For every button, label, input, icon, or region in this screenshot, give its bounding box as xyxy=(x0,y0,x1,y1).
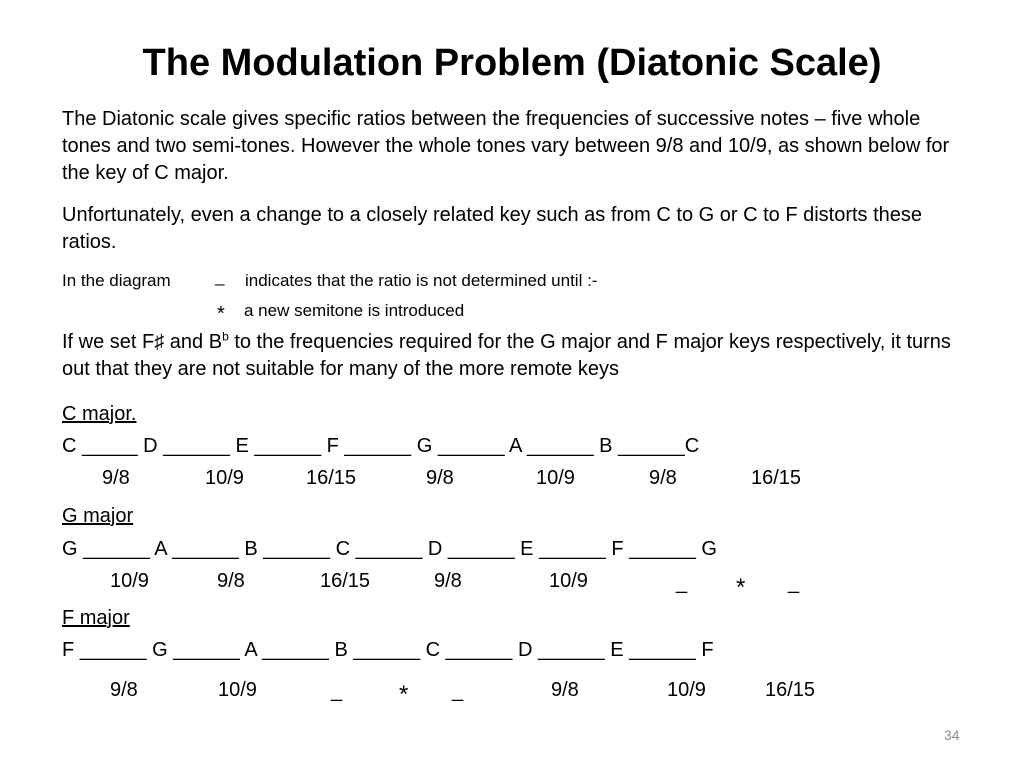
legend-intro: In the diagram xyxy=(62,271,171,290)
f-major-ratio: 9/8 xyxy=(551,679,579,701)
g-major-ratio: _ xyxy=(676,572,688,594)
g-major-notes: G ______ A ______ B ______ C ______ D ______ E ______ F ______ G xyxy=(62,538,717,560)
g-major-heading: G major xyxy=(62,505,134,527)
f-major-notes: F ______ G ______ A ______ B ______ C ______ D ______ E ______ F xyxy=(62,639,714,661)
page-number: 34 xyxy=(944,727,960,743)
flat-superscript: b xyxy=(222,329,229,344)
remote-keys-text-a: If we set F♯ and B xyxy=(62,331,223,353)
g-major-ratio: 16/15 xyxy=(320,570,371,592)
paragraph-remote-keys xyxy=(62,329,962,383)
g-major-ratio: 9/8 xyxy=(434,570,462,592)
f-major-ratio: * xyxy=(399,681,409,708)
c-major-ratio: 9/8 xyxy=(426,467,454,489)
f-major-ratio: _ xyxy=(331,680,343,702)
f-major-ratio: _ xyxy=(452,680,464,702)
c-major-ratio: 9/8 xyxy=(649,467,677,489)
remote-keys-text-b: to the frequencies required for the G major and F major keys respectively, it turns out that they are not suitable for many of the more remote keys xyxy=(62,331,951,380)
paragraph-distortion: Unfortunately, even a change to a closely related key such as from C to G or C to F distorts these ratios. xyxy=(62,204,923,253)
legend-underscore-text: indicates that the ratio is not determined until :- xyxy=(245,271,598,290)
f-major-heading: F major xyxy=(62,607,130,629)
f-major-ratio: 16/15 xyxy=(765,679,816,701)
legend-star-text: a new semitone is introduced xyxy=(244,301,465,320)
g-major-ratio: * xyxy=(736,574,746,601)
g-major-ratio: _ xyxy=(788,572,800,594)
f-major-ratio: 10/9 xyxy=(667,679,706,701)
slide-title: The Modulation Problem (Diatonic Scale) xyxy=(142,42,882,84)
c-major-ratio: 16/15 xyxy=(306,467,357,489)
c-major-ratio: 10/9 xyxy=(205,467,244,489)
c-major-ratio: 9/8 xyxy=(102,467,130,489)
c-major-notes: C _____ D ______ E ______ F ______ G ______ A ______ B ______C xyxy=(62,435,700,457)
g-major-ratio: 10/9 xyxy=(549,570,588,592)
legend-star-symbol: * xyxy=(217,303,225,325)
g-major-ratio: 10/9 xyxy=(110,570,149,592)
paragraph-intro: The Diatonic scale gives specific ratios between the frequencies of successive notes – five whole tones and two semi-tones. However the whole tones vary between 9/8 and 10/9, as shown below for the key of C major. xyxy=(62,108,950,184)
c-major-ratio: 10/9 xyxy=(536,467,575,489)
g-major-ratio: 9/8 xyxy=(217,570,245,592)
f-major-ratio: 10/9 xyxy=(218,679,257,701)
c-major-heading: C major. xyxy=(62,403,137,425)
c-major-ratio: 16/15 xyxy=(751,467,802,489)
legend-underscore-symbol: _ xyxy=(215,267,225,286)
f-major-ratio: 9/8 xyxy=(110,679,138,701)
